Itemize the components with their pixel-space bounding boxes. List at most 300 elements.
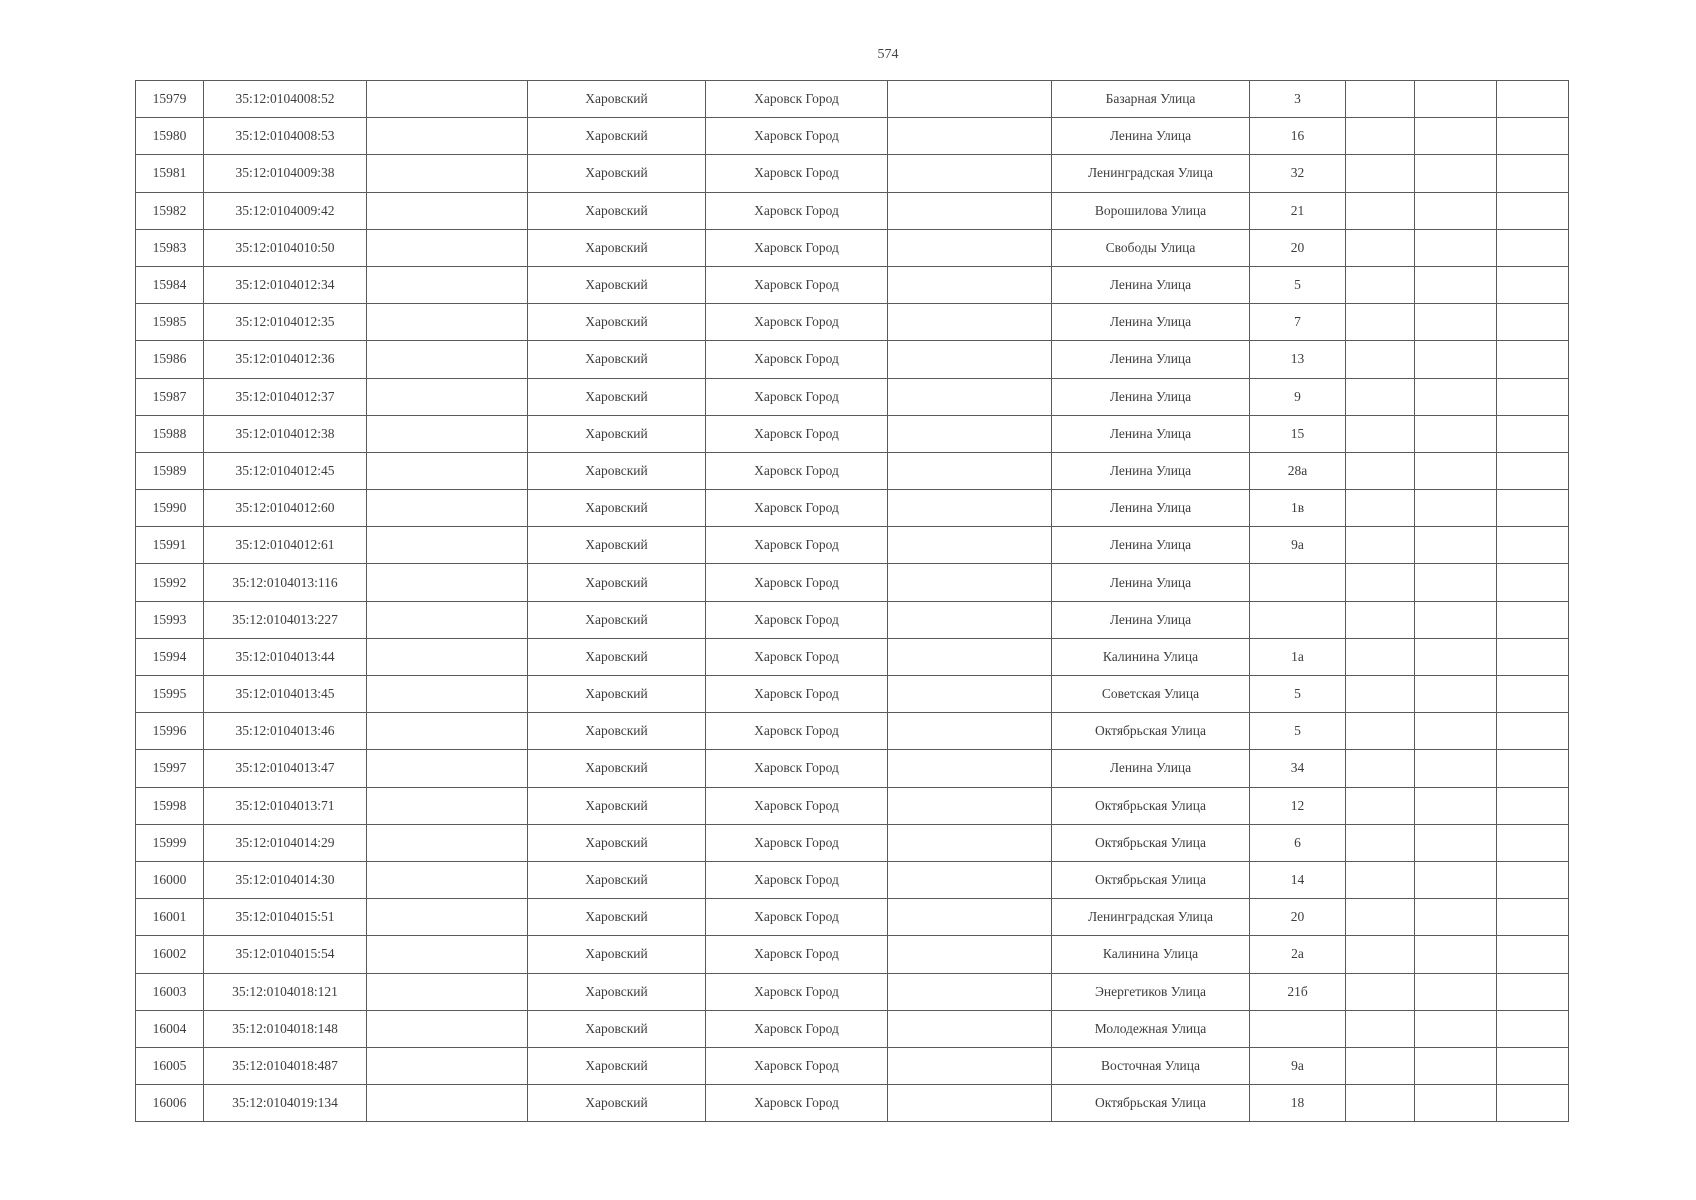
locality-cell: Харовск Город (706, 899, 888, 936)
empty-cell (367, 676, 528, 713)
locality-cell: Харовск Город (706, 378, 888, 415)
district-cell: Харовский (528, 638, 706, 675)
empty-cell (1497, 378, 1569, 415)
cadastral-number-cell: 35:12:0104013:227 (204, 601, 367, 638)
empty-cell (1346, 1047, 1415, 1084)
cadastral-number-cell: 35:12:0104013:44 (204, 638, 367, 675)
cadastral-number-cell: 35:12:0104008:53 (204, 118, 367, 155)
empty-cell (1415, 676, 1497, 713)
row-number-cell: 15985 (136, 304, 204, 341)
row-number-cell: 15995 (136, 676, 204, 713)
cadastral-number-cell: 35:12:0104013:71 (204, 787, 367, 824)
empty-cell (888, 415, 1052, 452)
empty-cell (1415, 936, 1497, 973)
table-row (136, 490, 1569, 527)
house-number-cell: 7 (1250, 304, 1346, 341)
cadastral-number-cell: 35:12:0104012:34 (204, 266, 367, 303)
street-cell: Ленина Улица (1052, 266, 1250, 303)
empty-cell (1415, 118, 1497, 155)
locality-cell: Харовск Город (706, 713, 888, 750)
row-number-cell: 16000 (136, 861, 204, 898)
empty-cell (1415, 750, 1497, 787)
locality-cell: Харовск Город (706, 415, 888, 452)
row-number-cell: 16005 (136, 1047, 204, 1084)
empty-cell (1415, 824, 1497, 861)
empty-cell (1415, 378, 1497, 415)
cadastral-number-cell: 35:12:0104008:52 (204, 81, 367, 118)
empty-cell (1346, 192, 1415, 229)
district-cell: Харовский (528, 861, 706, 898)
street-cell: Ленина Улица (1052, 527, 1250, 564)
table-row (136, 899, 1569, 936)
table-row (136, 601, 1569, 638)
district-cell: Харовский (528, 973, 706, 1010)
row-number-cell: 16006 (136, 1085, 204, 1122)
house-number-cell: 21 (1250, 192, 1346, 229)
row-number-cell: 15979 (136, 81, 204, 118)
empty-cell (367, 899, 528, 936)
empty-cell (367, 1047, 528, 1084)
cadastral-number-cell: 35:12:0104013:45 (204, 676, 367, 713)
cadastral-number-cell: 35:12:0104019:134 (204, 1085, 367, 1122)
row-number-cell: 15997 (136, 750, 204, 787)
house-number-cell: 1а (1250, 638, 1346, 675)
table-body (136, 81, 1569, 1122)
table-row (136, 118, 1569, 155)
empty-cell (1415, 304, 1497, 341)
empty-cell (367, 229, 528, 266)
empty-cell (888, 638, 1052, 675)
street-cell: Ленина Улица (1052, 378, 1250, 415)
empty-cell (888, 1010, 1052, 1047)
table-row (136, 266, 1569, 303)
house-number-cell: 20 (1250, 229, 1346, 266)
house-number-cell: 21б (1250, 973, 1346, 1010)
row-number-cell: 15986 (136, 341, 204, 378)
cadastral-number-cell: 35:12:0104012:61 (204, 527, 367, 564)
district-cell: Харовский (528, 341, 706, 378)
empty-cell (888, 899, 1052, 936)
empty-cell (367, 1010, 528, 1047)
district-cell: Харовский (528, 1010, 706, 1047)
locality-cell: Харовск Город (706, 192, 888, 229)
street-cell: Калинина Улица (1052, 936, 1250, 973)
empty-cell (888, 118, 1052, 155)
empty-cell (1415, 229, 1497, 266)
empty-cell (1415, 192, 1497, 229)
house-number-cell: 12 (1250, 787, 1346, 824)
empty-cell (367, 861, 528, 898)
locality-cell: Харовск Город (706, 1010, 888, 1047)
empty-cell (367, 936, 528, 973)
locality-cell: Харовск Город (706, 452, 888, 489)
table-row (136, 452, 1569, 489)
table-row (136, 713, 1569, 750)
empty-cell (1415, 787, 1497, 824)
empty-cell (1497, 490, 1569, 527)
empty-cell (888, 527, 1052, 564)
empty-cell (1415, 527, 1497, 564)
empty-cell (1415, 341, 1497, 378)
empty-cell (888, 304, 1052, 341)
table-row (136, 787, 1569, 824)
empty-cell (1415, 415, 1497, 452)
locality-cell: Харовск Город (706, 564, 888, 601)
row-number-cell: 15990 (136, 490, 204, 527)
house-number-cell: 9 (1250, 378, 1346, 415)
row-number-cell: 15998 (136, 787, 204, 824)
table-row (136, 304, 1569, 341)
house-number-cell: 32 (1250, 155, 1346, 192)
street-cell: Восточная Улица (1052, 1047, 1250, 1084)
street-cell: Ленина Улица (1052, 750, 1250, 787)
empty-cell (1346, 452, 1415, 489)
empty-cell (1346, 1010, 1415, 1047)
house-number-cell (1250, 601, 1346, 638)
empty-cell (1346, 229, 1415, 266)
empty-cell (1497, 638, 1569, 675)
empty-cell (367, 564, 528, 601)
empty-cell (367, 415, 528, 452)
row-number-cell: 16004 (136, 1010, 204, 1047)
empty-cell (888, 861, 1052, 898)
street-cell: Калинина Улица (1052, 638, 1250, 675)
row-number-cell: 15991 (136, 527, 204, 564)
empty-cell (1346, 527, 1415, 564)
cadastral-number-cell: 35:12:0104012:37 (204, 378, 367, 415)
empty-cell (1415, 638, 1497, 675)
district-cell: Харовский (528, 415, 706, 452)
empty-cell (1346, 713, 1415, 750)
locality-cell: Харовск Город (706, 341, 888, 378)
street-cell: Ленина Улица (1052, 601, 1250, 638)
row-number-cell: 15983 (136, 229, 204, 266)
row-number-cell: 15994 (136, 638, 204, 675)
street-cell: Свободы Улица (1052, 229, 1250, 266)
row-number-cell: 15987 (136, 378, 204, 415)
empty-cell (1415, 490, 1497, 527)
row-number-cell: 15981 (136, 155, 204, 192)
empty-cell (888, 81, 1052, 118)
empty-cell (1497, 861, 1569, 898)
house-number-cell: 34 (1250, 750, 1346, 787)
empty-cell (888, 564, 1052, 601)
district-cell: Харовский (528, 266, 706, 303)
table-row (136, 527, 1569, 564)
locality-cell: Харовск Город (706, 601, 888, 638)
empty-cell (1497, 229, 1569, 266)
empty-cell (367, 304, 528, 341)
locality-cell: Харовск Город (706, 118, 888, 155)
empty-cell (888, 1085, 1052, 1122)
locality-cell: Харовск Город (706, 229, 888, 266)
empty-cell (367, 378, 528, 415)
street-cell: Октябрьская Улица (1052, 861, 1250, 898)
empty-cell (1497, 824, 1569, 861)
empty-cell (367, 750, 528, 787)
district-cell: Харовский (528, 787, 706, 824)
district-cell: Харовский (528, 713, 706, 750)
table-row (136, 750, 1569, 787)
locality-cell: Харовск Город (706, 155, 888, 192)
empty-cell (1346, 415, 1415, 452)
house-number-cell (1250, 564, 1346, 601)
locality-cell: Харовск Город (706, 490, 888, 527)
empty-cell (367, 1085, 528, 1122)
empty-cell (888, 824, 1052, 861)
empty-cell (1497, 601, 1569, 638)
locality-cell: Харовск Город (706, 1085, 888, 1122)
table-row (136, 1010, 1569, 1047)
empty-cell (1415, 601, 1497, 638)
house-number-cell: 14 (1250, 861, 1346, 898)
district-cell: Харовский (528, 527, 706, 564)
locality-cell: Харовск Город (706, 676, 888, 713)
empty-cell (1346, 601, 1415, 638)
empty-cell (1346, 861, 1415, 898)
empty-cell (1497, 1085, 1569, 1122)
empty-cell (367, 155, 528, 192)
empty-cell (1346, 638, 1415, 675)
empty-cell (1497, 81, 1569, 118)
house-number-cell: 3 (1250, 81, 1346, 118)
locality-cell: Харовск Город (706, 638, 888, 675)
empty-cell (367, 341, 528, 378)
empty-cell (1346, 899, 1415, 936)
cadastral-number-cell: 35:12:0104012:45 (204, 452, 367, 489)
empty-cell (1415, 899, 1497, 936)
house-number-cell: 15 (1250, 415, 1346, 452)
house-number-cell: 20 (1250, 899, 1346, 936)
empty-cell (367, 973, 528, 1010)
empty-cell (1497, 118, 1569, 155)
table-row (136, 155, 1569, 192)
cadastral-number-cell: 35:12:0104012:60 (204, 490, 367, 527)
empty-cell (1415, 1085, 1497, 1122)
street-cell: Советская Улица (1052, 676, 1250, 713)
street-cell: Ленина Улица (1052, 341, 1250, 378)
cadastral-number-cell: 35:12:0104012:35 (204, 304, 367, 341)
table-row (136, 824, 1569, 861)
cadastral-number-cell: 35:12:0104015:54 (204, 936, 367, 973)
empty-cell (888, 155, 1052, 192)
empty-cell (1346, 750, 1415, 787)
street-cell: Октябрьская Улица (1052, 824, 1250, 861)
street-cell: Энергетиков Улица (1052, 973, 1250, 1010)
empty-cell (367, 824, 528, 861)
empty-cell (1415, 266, 1497, 303)
cadastral-number-cell: 35:12:0104018:121 (204, 973, 367, 1010)
empty-cell (888, 452, 1052, 489)
empty-cell (1497, 713, 1569, 750)
empty-cell (888, 973, 1052, 1010)
empty-cell (888, 378, 1052, 415)
cadastral-number-cell: 35:12:0104012:38 (204, 415, 367, 452)
district-cell: Харовский (528, 192, 706, 229)
empty-cell (1346, 155, 1415, 192)
street-cell: Октябрьская Улица (1052, 1085, 1250, 1122)
empty-cell (1346, 787, 1415, 824)
empty-cell (1497, 192, 1569, 229)
empty-cell (888, 750, 1052, 787)
empty-cell (888, 936, 1052, 973)
empty-cell (888, 713, 1052, 750)
table-row (136, 378, 1569, 415)
empty-cell (888, 1047, 1052, 1084)
district-cell: Харовский (528, 304, 706, 341)
house-number-cell: 28а (1250, 452, 1346, 489)
empty-cell (1497, 341, 1569, 378)
house-number-cell: 16 (1250, 118, 1346, 155)
empty-cell (1346, 341, 1415, 378)
locality-cell: Харовск Город (706, 81, 888, 118)
district-cell: Харовский (528, 118, 706, 155)
row-number-cell: 15984 (136, 266, 204, 303)
empty-cell (1497, 899, 1569, 936)
empty-cell (1497, 415, 1569, 452)
empty-cell (367, 81, 528, 118)
house-number-cell: 13 (1250, 341, 1346, 378)
cadastral-number-cell: 35:12:0104014:29 (204, 824, 367, 861)
cadastral-number-cell: 35:12:0104009:42 (204, 192, 367, 229)
street-cell: Ленина Улица (1052, 490, 1250, 527)
street-cell: Ленина Улица (1052, 415, 1250, 452)
table-row (136, 415, 1569, 452)
empty-cell (1497, 304, 1569, 341)
cadastral-number-cell: 35:12:0104013:46 (204, 713, 367, 750)
street-cell: Ленинградская Улица (1052, 155, 1250, 192)
locality-cell: Харовск Город (706, 266, 888, 303)
empty-cell (1497, 676, 1569, 713)
locality-cell: Харовск Город (706, 527, 888, 564)
empty-cell (1415, 452, 1497, 489)
table-row (136, 564, 1569, 601)
row-number-cell: 15982 (136, 192, 204, 229)
table-row (136, 973, 1569, 1010)
district-cell: Харовский (528, 676, 706, 713)
empty-cell (1346, 304, 1415, 341)
page-number: 574 (877, 47, 899, 62)
empty-cell (888, 266, 1052, 303)
empty-cell (888, 601, 1052, 638)
empty-cell (1497, 564, 1569, 601)
empty-cell (367, 527, 528, 564)
cadastral-number-cell: 35:12:0104018:148 (204, 1010, 367, 1047)
empty-cell (367, 601, 528, 638)
empty-cell (367, 490, 528, 527)
cadastral-number-cell: 35:12:0104013:116 (204, 564, 367, 601)
empty-cell (1346, 378, 1415, 415)
cadastral-number-cell: 35:12:0104009:38 (204, 155, 367, 192)
district-cell: Харовский (528, 899, 706, 936)
row-number-cell: 15992 (136, 564, 204, 601)
table-row (136, 192, 1569, 229)
district-cell: Харовский (528, 452, 706, 489)
house-number-cell: 1в (1250, 490, 1346, 527)
table-row (136, 229, 1569, 266)
street-cell: Молодежная Улица (1052, 1010, 1250, 1047)
empty-cell (367, 638, 528, 675)
locality-cell: Харовск Город (706, 973, 888, 1010)
row-number-cell: 16002 (136, 936, 204, 973)
row-number-cell: 15999 (136, 824, 204, 861)
empty-cell (888, 229, 1052, 266)
empty-cell (1346, 824, 1415, 861)
table-row (136, 341, 1569, 378)
street-cell: Базарная Улица (1052, 81, 1250, 118)
table-row (136, 1085, 1569, 1122)
empty-cell (367, 787, 528, 824)
house-number-cell: 18 (1250, 1085, 1346, 1122)
district-cell: Харовский (528, 229, 706, 266)
district-cell: Харовский (528, 564, 706, 601)
locality-cell: Харовск Город (706, 824, 888, 861)
house-number-cell: 6 (1250, 824, 1346, 861)
empty-cell (1415, 973, 1497, 1010)
empty-cell (1415, 81, 1497, 118)
empty-cell (1346, 81, 1415, 118)
empty-cell (1497, 750, 1569, 787)
district-cell: Харовский (528, 936, 706, 973)
cadastral-number-cell: 35:12:0104015:51 (204, 899, 367, 936)
empty-cell (1346, 490, 1415, 527)
house-number-cell: 9а (1250, 1047, 1346, 1084)
locality-cell: Харовск Город (706, 936, 888, 973)
district-cell: Харовский (528, 750, 706, 787)
row-number-cell: 15996 (136, 713, 204, 750)
district-cell: Харовский (528, 155, 706, 192)
empty-cell (1497, 1010, 1569, 1047)
district-cell: Харовский (528, 378, 706, 415)
house-number-cell (1250, 1010, 1346, 1047)
locality-cell: Харовск Город (706, 1047, 888, 1084)
street-cell: Ленина Улица (1052, 452, 1250, 489)
house-number-cell: 5 (1250, 713, 1346, 750)
cadastral-number-cell: 35:12:0104010:50 (204, 229, 367, 266)
row-number-cell: 15993 (136, 601, 204, 638)
empty-cell (1346, 1085, 1415, 1122)
house-number-cell: 2а (1250, 936, 1346, 973)
empty-cell (888, 341, 1052, 378)
empty-cell (1497, 787, 1569, 824)
street-cell: Ленина Улица (1052, 118, 1250, 155)
street-cell: Ленина Улица (1052, 304, 1250, 341)
cadastral-number-cell: 35:12:0104014:30 (204, 861, 367, 898)
cadastral-number-cell: 35:12:0104018:487 (204, 1047, 367, 1084)
district-cell: Харовский (528, 1085, 706, 1122)
street-cell: Ленинградская Улица (1052, 899, 1250, 936)
street-cell: Октябрьская Улица (1052, 713, 1250, 750)
empty-cell (1415, 713, 1497, 750)
empty-cell (1497, 973, 1569, 1010)
empty-cell (888, 490, 1052, 527)
empty-cell (1346, 973, 1415, 1010)
district-cell: Харовский (528, 81, 706, 118)
empty-cell (367, 713, 528, 750)
empty-cell (888, 676, 1052, 713)
row-number-cell: 15980 (136, 118, 204, 155)
row-number-cell: 16001 (136, 899, 204, 936)
empty-cell (1497, 1047, 1569, 1084)
house-number-cell: 5 (1250, 266, 1346, 303)
empty-cell (1346, 936, 1415, 973)
table-row (136, 638, 1569, 675)
cadastral-number-cell: 35:12:0104012:36 (204, 341, 367, 378)
empty-cell (1497, 527, 1569, 564)
empty-cell (367, 266, 528, 303)
table-row (136, 676, 1569, 713)
table-row (136, 861, 1569, 898)
